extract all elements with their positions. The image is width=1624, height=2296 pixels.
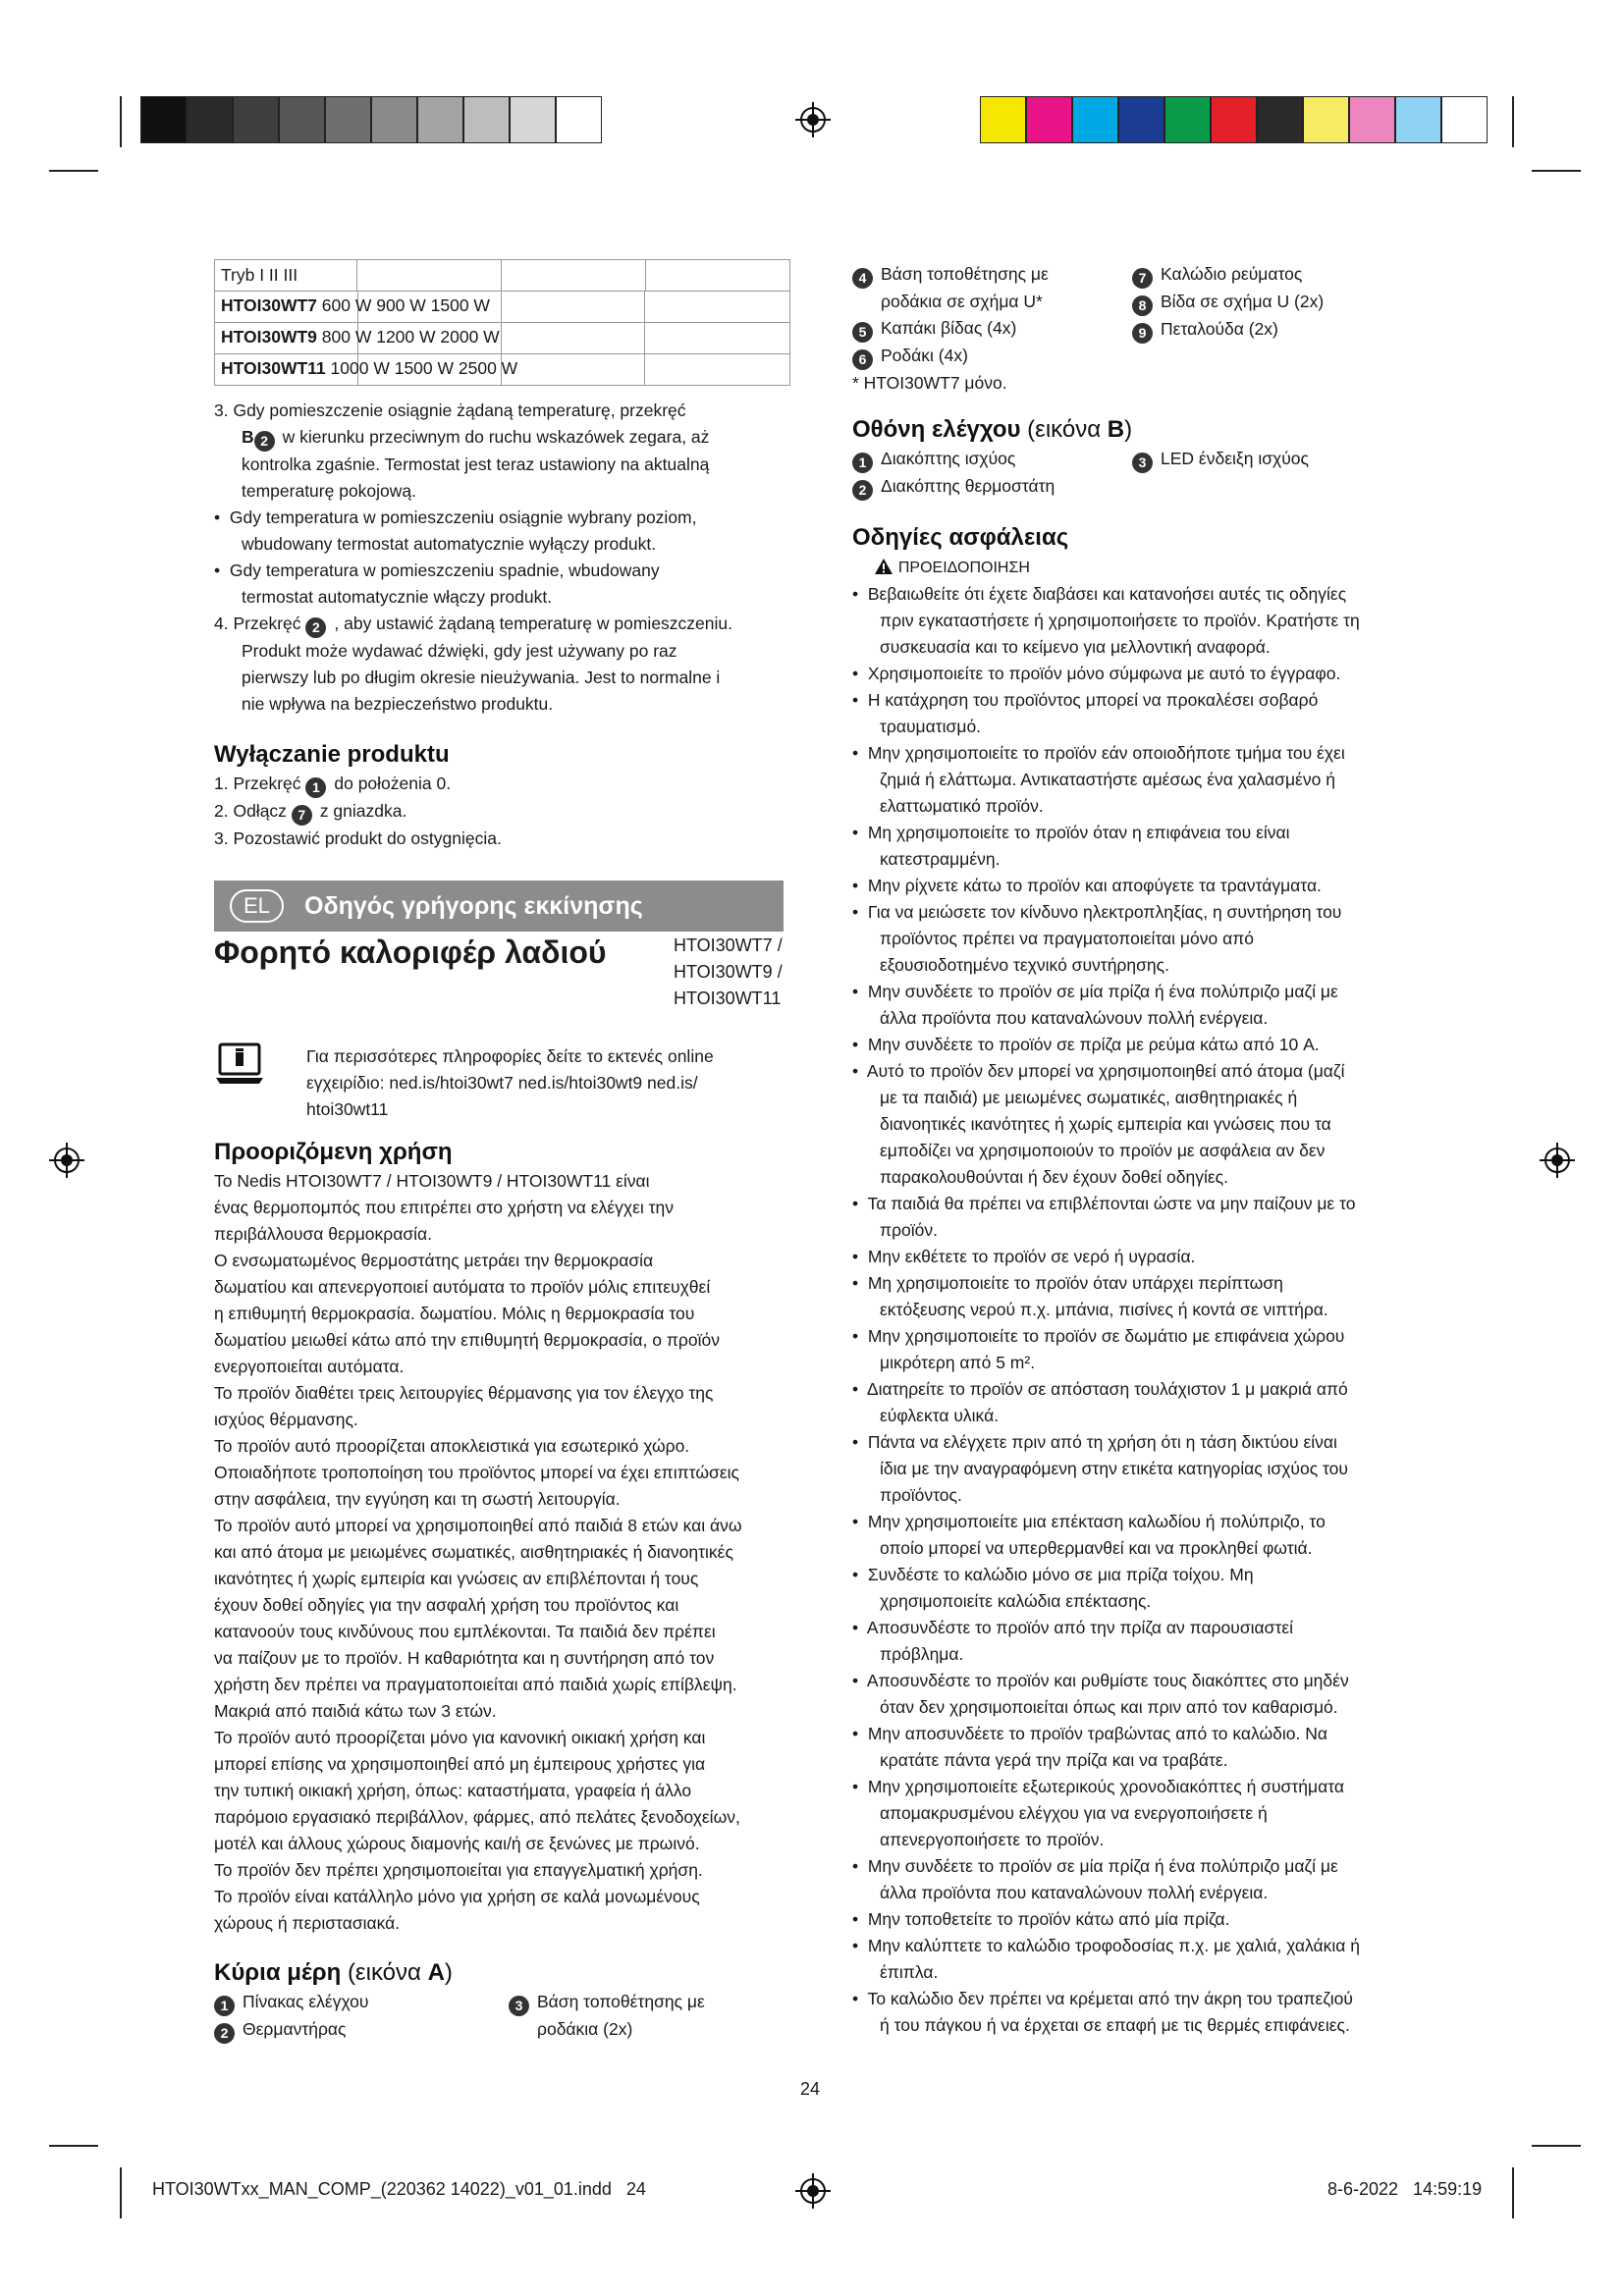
- page-number: 24: [800, 2079, 821, 2099]
- color-swatch: [1257, 96, 1303, 143]
- badge-3-icon: 3: [1132, 453, 1153, 473]
- badge-7-icon: 7: [292, 805, 312, 826]
- safety-list: [852, 581, 1412, 2039]
- crop-mark: [1532, 2145, 1581, 2147]
- polish-instructions: 3. Gdy pomieszczenie osiągnie żądaną temperaturę, przekręć B 2 w kierunku przeciwnym do ruchu wskazówek zegara, aż kontrolka zgaśnie. Termostat jest teraz ustawiony na aktualną temperaturę pokojową. • Gdy temperatura w pomieszczeniu osiągnie wybrany poziom, wbudowany termostat automatycznie wyłączy produkt. • Gdy temperatura w pomieszczeniu spadnie, wbudowany termostat automatycznie włączy produkt. 4. Przekręć 2 , aby ustawić żądaną temperaturę w pomieszczeniu. Produkt może wydawać dźwięki, gdy jest używany po raz pierwszy lub po długim okresie nieużywania. Jest to normalne i nie wpływa na bezpieczeństwo produktu. Wyłączanie produktu 1. Przekręć 1 do położenia 0. 2. Odłącz 7 z gniazdka. 3. Pozostawić produkt do ostygnięcia.: [214, 398, 793, 852]
- crop-mark: [1512, 2167, 1514, 2218]
- crop-mark: [1512, 96, 1514, 147]
- text-line: την τυπική οικιακή χρήση, όπως: καταστήματα, γραφεία ή άλλο: [214, 1781, 692, 1800]
- text-line: Οποιαδήποτε τροποποίηση του προϊόντος μπορεί να έχει επιπτώσεις: [214, 1463, 739, 1482]
- list-item: • Για να μειώσετε τον κίνδυνο ηλεκτροπληξίας, η συντήρηση του: [852, 902, 1342, 922]
- text-line: ικανότητες ή χωρίς εμπειρία και γνώσεις αν επιβλέπονται ή τους: [214, 1569, 699, 1588]
- list-item: • Μην συνδέετε το προϊόν σε μία πρίζα ή ένα πολύπριζο μαζί με: [852, 1856, 1338, 1876]
- text-line: παρόμοιο εργασιακό περιβάλλον, φάρμες, από πελάτες ξενοδοχείων,: [214, 1807, 740, 1827]
- text-line: εύφλεκτα υλικά.: [880, 1406, 1000, 1425]
- list-item: • Τα παιδιά θα πρέπει να επιβλέπονται ώστε να μην παίζουν με το: [852, 1194, 1356, 1213]
- text-line: μοτέλ και άλλους χώρους διαμονής και/ή σε ξενώνες με πρωινό.: [214, 1834, 700, 1853]
- text-line: δωματίου μειωθεί κάτω από την επιθυμητή θερμοκρασία, ο προϊόν: [214, 1330, 720, 1350]
- laptop-icon: [214, 1039, 265, 1090]
- list-item: 1 Διακόπτης ισχύος: [852, 446, 1132, 473]
- list-item: • Μην χρησιμοποιείτε εξωτερικούς χρονοδιακόπτες ή συστήματα: [852, 1777, 1344, 1796]
- section-heading: Προοριζόμενη χρήση: [214, 1139, 453, 1165]
- online-info: Για περισσότερες πληροφορίες δείτε το εκτενές online εγχειρίδιο: ned.is/htoi30wt7 ned.is/htoi30wt9 ned.is/ htoi30wt11: [306, 1046, 714, 1119]
- power-cell: 800 W 1200 W 2000 W: [321, 327, 500, 347]
- list-item: 7 Καλώδιο ρεύματος: [1132, 261, 1412, 289]
- registration-mark-icon: [1540, 1143, 1575, 1178]
- text-line: Το προϊόν αυτό προορίζεται μόνο για κανονική οικιακή χρήση και: [214, 1728, 706, 1747]
- text-line: Μακριά από παιδιά κάτω των 3 ετών.: [214, 1701, 497, 1721]
- model-cell: HTOI30WT9: [221, 327, 317, 347]
- registration-mark-icon: [795, 2173, 831, 2209]
- badge-7-icon: 7: [1132, 268, 1153, 289]
- text-line: διανοητικές ικανότητες ή χωρίς εμπειρία και γνώσεις που τα: [880, 1114, 1331, 1134]
- badge-4-icon: 4: [852, 268, 873, 289]
- list-item: • Συνδέστε το καλώδιο μόνο σε μια πρίζα τοίχου. Μη: [852, 1565, 1254, 1584]
- text-line: Το προϊόν αυτό προορίζεται αποκλειστικά για εσωτερικό χώρο.: [214, 1436, 690, 1456]
- step-4: 4. Przekręć 2 , aby ustawić żądaną temperaturę w pomieszczeniu.: [214, 611, 793, 638]
- text-line: τραυματισμό.: [880, 717, 982, 736]
- list-item: • Το καλώδιο δεν πρέπει να κρέμεται από την άκρη του τραπεζιού: [852, 1989, 1353, 2008]
- grayscale-swatch: [463, 96, 510, 143]
- text-line: στην ασφάλεια, την εγγύηση και τη σωστή λειτουργία.: [214, 1489, 621, 1509]
- text-line: μπορεί επίσης να χρησιμοποιηθεί από μη έμπειρους χρήστες για: [214, 1754, 706, 1774]
- badge-5-icon: 5: [852, 322, 873, 343]
- text-line: ζημιά ή ελάττωμα. Αντικαταστήστε αμέσως ένα χαλασμένο ή: [880, 770, 1335, 789]
- badge-2-icon: 2: [852, 480, 873, 501]
- badge-2-icon: 2: [254, 431, 275, 452]
- list-item: 2 Διακόπτης θερμοστάτη: [852, 473, 1132, 501]
- list-item: • Μην τοποθετείτε το προϊόν κάτω από μία πρίζα.: [852, 1909, 1230, 1929]
- list-item: • Μην χρησιμοποιείτε το προϊόν σε δωμάτιο με επιφάνεια χώρου: [852, 1326, 1345, 1346]
- text-line: παρακολουθούνται ή δεν έχουν δοθεί οδηγίες.: [880, 1167, 1228, 1187]
- text-line: Το προϊόν αυτό μπορεί να χρησιμοποιηθεί από παιδιά 8 ετών και άνω: [214, 1516, 742, 1535]
- text-line: Το προϊόν είναι κατάλληλο μόνο για χρήση σε καλά μονωμένους: [214, 1887, 700, 1906]
- text-line: οποίο μπορεί να υπερθερμανθεί και να προκληθεί φωτιά.: [880, 1538, 1313, 1558]
- color-swatch: [980, 96, 1026, 143]
- text-line: ή του πάγκου ή να έρχεται σε επαφή με τις θερμές επιφάνειες.: [880, 2015, 1350, 2035]
- list-item: • Μη χρησιμοποιείτε το προϊόν όταν η επιφάνεια του είναι: [852, 823, 1290, 842]
- model-cell: HTOI30WT11: [221, 358, 326, 378]
- text-line: κρατάτε πάντα γερά την πρίζα και να τραβάτε.: [880, 1750, 1228, 1770]
- warning-icon: [874, 558, 893, 575]
- color-swatch: [1026, 96, 1072, 143]
- registration-mark-icon: [795, 102, 831, 137]
- crop-mark: [1532, 170, 1581, 172]
- table-row: [215, 354, 790, 386]
- list-item: • Μη χρησιμοποιείτε το προϊόν όταν υπάρχει περίπτωση: [852, 1273, 1283, 1293]
- grayscale-bar: [140, 96, 602, 143]
- list-item: 8 Βίδα σε σχήμα U (2x): [1132, 289, 1412, 316]
- model-list: HTOI30WT7 / HTOI30WT9 / HTOI30WT11: [674, 935, 783, 1008]
- color-swatch: [1072, 96, 1118, 143]
- list-item: • Μην συνδέετε το προϊόν σε μία πρίζα ή ένα πολύπριζο μαζί με: [852, 982, 1338, 1001]
- crop-mark: [120, 96, 122, 147]
- list-item: • Διατηρείτε το προϊόν σε απόσταση τουλάχιστον 1 μ μακριά από: [852, 1379, 1348, 1399]
- crop-mark: [120, 2167, 122, 2218]
- text-line: Το Nedis HTOI30WT7 / HTOI30WT9 / HTOI30WT11 είναι: [214, 1171, 650, 1191]
- spec-table: [214, 259, 790, 386]
- text-line: άλλα προϊόντα που καταναλώνουν πολλή ενέργεια.: [880, 1008, 1269, 1028]
- badge-1-icon: 1: [305, 777, 326, 798]
- list-item: 5 Καπάκι βίδας (4x): [852, 315, 1132, 343]
- list-item: 3 LED ένδειξη ισχύος: [1132, 446, 1412, 473]
- text-line: να παίζουν με το προϊόν. Η καθαριότητα και η συντήρηση από τον: [214, 1648, 715, 1668]
- language-header-bar: [214, 881, 784, 932]
- list-item: • Μην χρησιμοποιείτε το προϊόν εάν οποιοδήποτε τμήμα του έχει: [852, 743, 1345, 763]
- grayscale-swatch: [417, 96, 463, 143]
- badge-9-icon: 9: [1132, 323, 1153, 344]
- language-code-badge: EL: [230, 889, 284, 923]
- list-item: • Μην χρησιμοποιείτε μια επέκταση καλωδίου ή πολύπριζο, το: [852, 1512, 1326, 1531]
- list-item: • Μην καλύπτετε το καλώδιο τροφοδοσίας π.χ. με χαλιά, χαλάκια ή: [852, 1936, 1360, 1955]
- list-item: • Μην συνδέετε το προϊόν σε πρίζα με ρεύμα κάτω από 10 A.: [852, 1035, 1320, 1054]
- list-item: 3. Pozostawić produkt do ostygnięcia.: [214, 828, 502, 848]
- text-line: προϊόν.: [880, 1220, 938, 1240]
- list-item: • Αποσυνδέστε το προϊόν από την πρίζα αν παρουσιαστεί: [852, 1618, 1294, 1637]
- grayscale-swatch: [510, 96, 556, 143]
- table-cell: Tryb I II III: [215, 260, 357, 292]
- registration-mark-icon: [49, 1143, 84, 1178]
- text-line: εκτόξευσης νερού π.χ. μπάνια, πισίνες ή κοντά σε νιπτήρα.: [880, 1300, 1328, 1319]
- list-item: • Πάντα να ελέγχετε πριν από τη χρήση ότι η τάση δικτύου είναι: [852, 1432, 1337, 1452]
- product-title: Φορητό καλοριφέρ λαδιού: [214, 934, 607, 970]
- section-heading: Κύρια μέρη (εικόνα A): [214, 1959, 453, 1986]
- list-item: 4 Βάση τοποθέτησης με: [852, 261, 1132, 289]
- text-line: άλλα προϊόντα που καταναλώνουν πολλή ενέργεια.: [880, 1883, 1269, 1902]
- text-line: ελαττωματικό προϊόν.: [880, 796, 1044, 816]
- list-item: • Αποσυνδέστε το προϊόν και ρυθμίστε τους διακόπτες στο μηδέν: [852, 1671, 1349, 1690]
- text-line: ένας θερμοπομπός που επιτρέπει στο χρήστη να ελέγχει την: [214, 1198, 675, 1217]
- color-swatch: [1441, 96, 1488, 143]
- list-item: • Μην εκθέτετε το προϊόν σε νερό ή υγρασία.: [852, 1247, 1196, 1266]
- text-line: ίδια με την αναγραφόμενη στην ετικέτα κατηγορίας ισχύος του: [880, 1459, 1348, 1478]
- section-heading: Οδηγίες ασφάλειας: [852, 524, 1069, 551]
- crop-mark: [49, 170, 98, 172]
- color-swatch: [1164, 96, 1211, 143]
- color-swatch: [1395, 96, 1441, 143]
- text-line: ενεργοποιείται αυτόματα.: [214, 1357, 405, 1376]
- warning-label: ΠΡΟΕΙΔΟΠΟΙΗΣΗ: [852, 554, 1412, 581]
- section-heading: Wyłączanie produktu: [214, 741, 450, 768]
- text-line: μικρότερη από 5 m².: [880, 1353, 1036, 1372]
- list-item: • Gdy temperatura w pomieszczeniu spadnie, wbudowany: [214, 561, 660, 580]
- list-item: • Μην ρίχνετε κάτω το προϊόν και αποφύγετε τα τραντάγματα.: [852, 876, 1322, 895]
- text-line: προϊόντος πρέπει να πραγματοποιείται μόνο από: [880, 929, 1255, 948]
- text-line: όταν δεν χρησιμοποιείται όπως και πριν από τον καθαρισμό.: [880, 1697, 1338, 1717]
- intended-use: [214, 1137, 803, 1937]
- text-line: Το προϊόν δεν πρέπει χρησιμοποιείται για επαγγελματική χρήση.: [214, 1860, 703, 1880]
- grayscale-swatch: [371, 96, 417, 143]
- color-swatch: [1118, 96, 1164, 143]
- grayscale-swatch: [233, 96, 279, 143]
- footer-date: 8-6-2022 14:59:19: [1327, 2179, 1483, 2199]
- badge-1-icon: 1: [852, 453, 873, 473]
- text-line: συσκευασία και το κείμενο για μελλοντική αναφορά.: [880, 637, 1271, 657]
- text-line: χρήστη δεν πρέπει να πραγματοποιείται από παιδιά χωρίς επίβλεψη.: [214, 1675, 737, 1694]
- badge-2-icon: 2: [305, 617, 326, 638]
- text-line: χρησιμοποιείτε καλώδια επέκτασης.: [880, 1591, 1152, 1611]
- list-item: • Gdy temperatura w pomieszczeniu osiągnie wybrany poziom,: [214, 507, 697, 527]
- list-item: • Χρησιμοποιείτε το προϊόν μόνο σύμφωνα με αυτό το έγγραφο.: [852, 664, 1341, 683]
- text-line: απομακρυσμένου ελέγχου για να ενεργοποιήσετε ή: [880, 1803, 1268, 1823]
- power-cell: 1000 W 1500 W 2500 W: [330, 358, 518, 378]
- text-line: δωματίου και απενεργοποιεί αυτόματα το προϊόν μόλις επιτευχθεί: [214, 1277, 711, 1297]
- grayscale-swatch: [325, 96, 371, 143]
- table-row: [215, 260, 790, 292]
- text-line: έπιπλα.: [880, 1962, 939, 1982]
- text-line: περιβάλλουσα θερμοκρασία.: [214, 1224, 433, 1244]
- table-row: [215, 292, 790, 323]
- text-line: η επιθυμητή θερμοκρασία. δωματίου. Μόλις η θερμοκρασία του: [214, 1304, 695, 1323]
- text-line: απενεργοποιήσετε το προϊόν.: [880, 1830, 1105, 1849]
- grayscale-swatch: [187, 96, 233, 143]
- quick-start-title: Οδηγός γρήγορης εκκίνησης: [304, 892, 643, 920]
- list-item: • Αυτό το προϊόν δεν μπορεί να χρησιμοποιηθεί από άτομα (μαζί: [852, 1061, 1345, 1081]
- color-swatch: [1349, 96, 1395, 143]
- text-line: εξουσιοδοτημένο τεχνικό συντήρησης.: [880, 955, 1169, 975]
- badge-6-icon: 6: [852, 349, 873, 370]
- crop-mark: [49, 2145, 98, 2147]
- main-parts: Κύρια μέρη (εικόνα A) 1 Πίνακας ελέγχου 2 Θερμαντήρας 3 Βάση τοποθέτησης με ροδάκια (2x): [214, 1957, 803, 2044]
- list-item: 1 Πίνακας ελέγχου: [214, 1989, 509, 2016]
- text-line: εμποδίζει να χρησιμοποιούν το προϊόν με ασφάλεια αν δεν: [880, 1141, 1326, 1160]
- color-swatch: [1303, 96, 1349, 143]
- text-line: πριν εγκαταστήσετε ή χρησιμοποιήσετε το προϊόν. Κρατήστε τη: [880, 611, 1360, 630]
- table-row: [215, 323, 790, 354]
- text-line: κατεστραμμένη.: [880, 849, 1001, 869]
- color-bar: [980, 96, 1488, 143]
- power-cell: 600 W 900 W 1500 W: [321, 295, 490, 315]
- list-item: • Μην αποσυνδέετε το προϊόν τραβώντας από το καλώδιο. Να: [852, 1724, 1327, 1743]
- section-heading: Οθόνη ελέγχου (εικόνα B): [852, 416, 1133, 443]
- footnote: * HTOI30WT7 μόνο.: [852, 373, 1007, 393]
- list-item: 1. Przekręć 1 do położenia 0.: [214, 771, 793, 798]
- list-item: 3 Βάση τοποθέτησης με: [509, 1989, 803, 2016]
- color-swatch: [1211, 96, 1257, 143]
- text-line: έχουν δοθεί οδηγίες για την ασφαλή χρήση του προϊόντος και: [214, 1595, 679, 1615]
- footer-filename: HTOI30WTxx_MAN_COMP_(220362 14022)_v01_01.indd 24: [152, 2179, 646, 2199]
- text-line: προϊόντος.: [880, 1485, 962, 1505]
- list-item: • Βεβαιωθείτε ότι έχετε διαβάσει και κατανοήσει αυτές τις οδηγίες: [852, 584, 1347, 604]
- list-item: 9 Πεταλούδα (2x): [1132, 316, 1412, 344]
- text-line: και από άτομα με μειωμένες σωματικές, αισθητηριακές ή διανοητικές: [214, 1542, 733, 1562]
- grayscale-swatch: [556, 96, 602, 143]
- parts-continued: 4 Βάση τοποθέτησης με ροδάκια σε σχήμα U* 5 Καπάκι βίδας (4x) 6 Ροδάκι (4x) * HTOI30WT7 μόνο. 7 Καλώδιο ρεύματος 8 Βίδα σε σχήμα U (2x) 9 Πεταλούδα (2x) Οθόνη ελέγχου (εικόνα B) 1 Διακόπτης ισχύος 2 Διακόπτης θερμοστάτη 3 LED ένδειξη ισχύος Οδηγίες ασφάλειας ΠΡΟΕΙΔΟΠΟΙΗΣΗ • Βεβαιωθείτε ότι έχετε διαβάσει και κατανοήσει αυτές τις οδηγίες πριν εγκαταστήσετε ή χρησιμοποιήσετε το προϊόν. Κρατήστε τη συσκευασία και το κείμενο για μελλοντική αναφορά. • Χρησιμοποιείτε το προϊόν μόνο σύμφωνα με αυτό το έγγραφο. • Η κατάχρηση του προϊόντος μπορεί να προκαλέσει σοβαρό τραυματισμό. • Μην χρησιμοποιείτε το προϊόν εάν οποιοδήποτε τμήμα του έχει ζημιά ή ελάττωμα. Αντικαταστήστε αμέσως ένα χαλασμένο ή ελαττωματικό προϊόν. • Μη χρησιμοποιείτε το προϊόν όταν η επιφάνεια του είναι κατεστραμμένη. • Μην ρίχνετε κάτω το προϊόν και αποφύγετε τα τραντάγματα. • Για να μειώσετε τον κίνδυνο ηλεκτροπληξίας, η συντήρηση του προϊόντος πρέπει να πραγματοποιείται μόνο από εξουσιοδοτημένο τεχνικό συντήρησης. • Μην συνδέετε το προϊόν σε μία πρίζα ή ένα πολύπριζο μαζί με άλλα προϊόντα που καταναλώνουν πολλή ενέργεια. • Μην συνδέετε το προϊόν σε πρίζα με ρεύμα κάτω από 10 A. • Αυτό το προϊόν δεν μπορεί να χρησιμοποιηθεί από άτομα (μαζί με τα παιδιά) με μειωμένες σωματικές, αισθητηριακές ή διανοητικές ικανότητες ή χωρίς εμπειρία και γνώσεις που τα εμποδίζει να χρησιμοποιούν το προϊόν με ασφάλεια αν δεν παρακολουθούνται ή δεν έχουν δοθεί οδηγίες. • Τα παιδιά θα πρέπει να επιβλέπονται ώστε να μην παίζουν με το προϊόν. • Μην εκθέτετε το προϊόν σε νερό ή υγρασία. • Μη χρησιμοποιείτε το προϊόν όταν υπάρχει περίπτωση εκτόξευσης νερού π.χ. μπάνια, πισίνες ή κοντά σε νιπτήρα. • Μην χρησιμοποιείτε το προϊόν σε δωμάτιο με επιφάνεια χώρου μικρότερη από 5 m². • Διατηρείτε το προϊόν σε απόσταση τουλάχιστον 1 μ μακριά από εύφλεκτα υλικά. • Πάντα να ελέγχετε πριν από τη χρήση ότι η τάση δικτύου είναι ίδια με την αναγραφόμενη στην ετικέτα κατηγορίας ισχύος του προϊόντος. • Μην χρησιμοποιείτε μια επέκταση καλωδίου ή πολύπριζο, το οποίο μπορεί να υπερθερμανθεί και να προκληθεί φωτιά. • Συνδέστε το καλώδιο μόνο σε μια πρίζα τοίχου. Μη χρησιμοποιείτε καλώδια επέκτασης. • Αποσυνδέστε το προϊόν από την πρίζα αν παρουσιαστεί πρόβλημα. • Αποσυνδέστε το προϊόν και ρυθμίστε τους διακόπτες στο μηδέν όταν δεν χρησιμοποιείται όπως και πριν από τον καθαρισμό. • Μην αποσυνδέετε το προϊόν τραβώντας από το καλώδιο. Να κρατάτε πάντα γερά την πρίζα και να τραβάτε. • Μην χρησιμοποιείτε εξωτερικούς χρονοδιακόπτες ή συστήματα απομακρυσμένου ελέγχου για να ενεργοποιήσετε ή απενεργοποιήσετε το προϊόν. • Μην συνδέετε το προϊόν σε μία πρίζα ή ένα πολύπριζο μαζί με άλλα προϊόντα που καταναλώνουν πολλή ενέργεια. • Μην τοποθετείτε το προϊόν κάτω από μία πρίζα. • Μην καλύπτετε το καλώδιο τροφοδοσίας π.χ. με χαλιά, χαλάκια ή έπιπλα. • Το καλώδιο δεν πρέπει να κρέμεται από την άκρη του τραπεζιού ή του πάγκου ή να έρχεται σε επαφή με τις θερμές επιφάνειες.: [852, 261, 1412, 2039]
- list-item: 2 Θερμαντήρας: [214, 2016, 509, 2044]
- text-line: ισχύος θέρμανσης.: [214, 1410, 358, 1429]
- grayscale-swatch: [279, 96, 325, 143]
- text-line: Ο ενσωματωμένος θερμοστάτης μετράει την θερμοκρασία: [214, 1251, 654, 1270]
- text-line: πρόβλημα.: [880, 1644, 964, 1664]
- text-line: με τα παιδιά) με μειωμένες σωματικές, αισθητηριακές ή: [880, 1088, 1298, 1107]
- grayscale-swatch: [140, 96, 187, 143]
- text-line: χώρους ή περιστασιακά.: [214, 1913, 401, 1933]
- text-line: Το προϊόν διαθέτει τρεις λειτουργίες θέρμανσης για τον έλεγχο της: [214, 1383, 714, 1403]
- list-item: • Η κατάχρηση του προϊόντος μπορεί να προκαλέσει σοβαρό: [852, 690, 1319, 710]
- badge-3-icon: 3: [509, 1996, 529, 2016]
- badge-2-icon: 2: [214, 2023, 235, 2044]
- list-item: 2. Odłącz 7 z gniazdka.: [214, 798, 793, 826]
- step-3: 3. Gdy pomieszczenie osiągnie żądaną temperaturę, przekręć: [214, 400, 686, 420]
- badge-1-icon: 1: [214, 1996, 235, 2016]
- list-item: 6 Ροδάκι (4x): [852, 343, 1132, 370]
- badge-8-icon: 8: [1132, 295, 1153, 316]
- model-cell: HTOI30WT7: [221, 295, 317, 315]
- text-line: κατανοούν τους κινδύνους που εμπλέκονται. Τα παιδιά δεν πρέπει: [214, 1622, 716, 1641]
